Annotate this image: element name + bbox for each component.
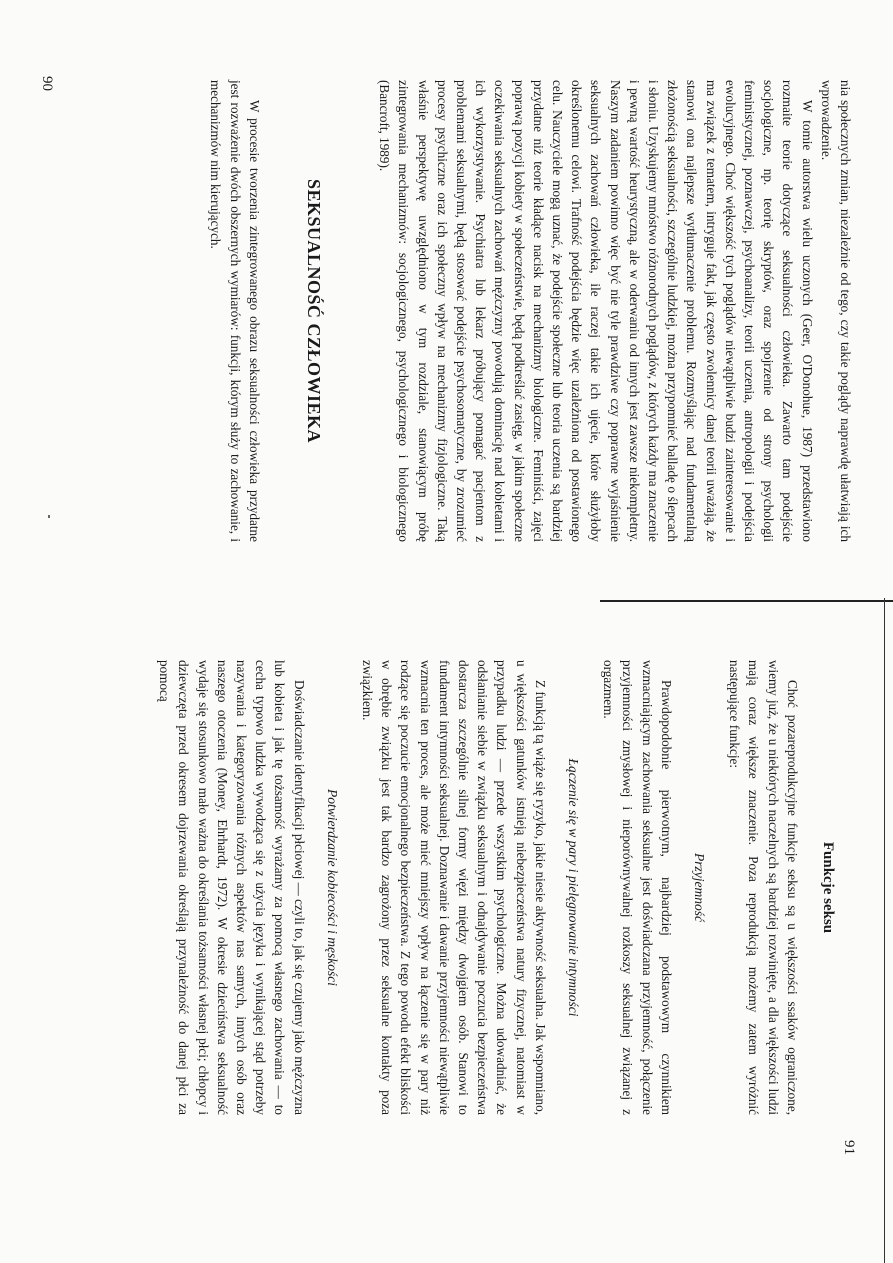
subsection-heading: Potwierdzanie kobiecości i męskości (324, 788, 340, 987)
page-number: 90 (39, 76, 55, 91)
section-heading: Funkcje seksu (820, 841, 836, 934)
page-edge-line-vertical (884, 598, 885, 1263)
page-left (0, 0, 893, 600)
paragraph: Doświadczanie identyfikacji płciowej — czyli to, jak się czujemy jako mężczyzna lub kobieta i jak tę tożsamość wyrażamy za pomocą własnego zachowania — to cecha typowo ludzka wywodząca się z użycia języka i wynikającej stąd potrzeby nazywania i kategoryzowania różnych aspektów nas samych, innych osób oraz naszego otoczenia (Money, Ehrhardt, 1972). W okresie dzieciństwa seksualność wydaje się stosunkowo mało ważna do określania tożsamości własnej płci; chłopcy i dziewczęta przed okresem dojrzewania określają przynależność do danej płci za pomocą (157, 660, 307, 1115)
paragraph: Choć pozareprodukcyjne funkcje seksu są u większości ssaków ograniczone, wiemy już, że u niektórych naczelnych są bardziej rozwinięte, a dla większości ludzi mają coraz większe znaczenie. Poza reprodukcją możemy zatem wyróżnić następujące funkcje: (727, 660, 800, 1115)
subsection-heading: Przyjemność (691, 853, 707, 922)
page-number: 91 (841, 1140, 857, 1155)
page-left-body (206, 80, 855, 542)
page-right (0, 600, 893, 1263)
chapter-heading: SEKSUALNOŚĆ CZŁOWIEKA (303, 178, 324, 444)
paragraph: Z funkcją tą wiąże się ryzyko, jakie niesie aktywność seksualna. Jak wspomniano, u większości gatunków istnieją niebezpieczeństwa natury fizycznej, natomiast w przypadku ludzi — przede wszystkim psychologiczne. Można udowadniać, że odsłanianie siebie w związku seksualnym i odnajdywanie poczucia bezpieczeństwa dostarcza szczególnie silnej formy więzi między dwojgiem osób. Stanowi to fundament intymności seksualnej. Doznawanie i dawanie przyjemności niewątpliwie wzmacnia ten proces, ale może mieć mniejszy wpływ na łączenie się w pary niż rodzące się poczucie emocjonalnego bezpieczeństwa. Z tego powodu efekt bliskości w obrębie związku jest tak bardzo zagrożony przez seksualne kontakty poza związkiem. (359, 660, 548, 1115)
paragraph: nia społecznych zmian, niezależnie od tego, czy takie poglądy naprawdę ułatwiają ich wprowadzenie. (818, 80, 853, 542)
paragraph: W tomie autorstwa wielu uczonych (Geer, O'Donohue, 1987) przedstawiono rozmaite teorie dotyczące seksualności człowieka. Zawarto tam podejście socjologiczne, np. teorię skryptów, oraz spojrzenie od strony psychologii feministycznej, poznawczej, psychoanalizy, teorii uczenia, antropologii i podejścia ewolucyjnego. Choć większość tych poglądów niewątpliwie budzi zainteresowanie i ma związek z tematem, intryguje fakt, jak często zwolennicy danej teorii uważają, że stanowi ona najlepsze wytłumaczenie problemu. Rozmyślając nad fundamentalną złożonością seksualności, szczególnie ludzkiej, można przypomnieć balladę o ślepcach i słoniu. Uzyskujemy mnóstwo różnorodnych poglądów, z których każdy ma znaczenie i pewną wartość heurystyczną, ale w oderwaniu od innych jest zawsze niekompletny. Naszym zadaniem powinno więc być nie tyle prawdziwe czy poprawne wyjaśnienie seksualnych zachowań człowieka, ile raczej takie ich ujęcie, które służyłoby określonemu celowi. Trafność podejścia będzie więc uzależniona od postawionego celu. Nauczyciele mogą uznać, że podejście społeczne lub teoria uczenia są bardziej przydatne niż teorie kładące nacisk na mechanizmy biologiczne. Feminiści, zajęci poprawą pozycji kobiety w społeczeństwie, będą podkreślać zasięg, w jakim społeczne oczekiwania seksualnych zachowań mężczyzny powodują dominację nad kobietami i ich wykorzystywanie. Psychiatra lub lekarz próbujący pomagać pacjentom z problemami seksualnymi, będą stosować podejście psychosomatyczne, by zrozumieć procesy psychiczne oraz ich społeczny wpływ na mechanizmy fizjologiczne. Taką właśnie perspektywę uwzględniono w tym rozdziale, stanowiącym próbę zintegrowania mechanizmów: socjologicznego, psychologicznego i biologicznego (Bancroft, 1989). (377, 80, 815, 542)
paragraph: W procesie tworzenia zintegrowanego obrazu seksualności człowieka przydatne jest rozważenie dwóch obszernych wymiarów: funkcji, którym służy to zachowanie, i mechanizmów nim kierujących. (208, 80, 262, 542)
paragraph: Prawdopodobnie pierwotnym, najbardziej podstawowym czynnikiem wzmacniającym zachowania seksualne jest doświadczana przyjemność, połączenie przyjemności zmysłowej i nieporównywalnej rozkoszy seksualnej związanej z orgazmem. (601, 660, 674, 1115)
page-right-body (155, 660, 837, 1115)
subsection-heading: Łączenie się w pary i pielęgnowanie intymności (565, 758, 581, 1017)
page-edge-line (600, 600, 893, 602)
scan-speck (48, 515, 50, 518)
